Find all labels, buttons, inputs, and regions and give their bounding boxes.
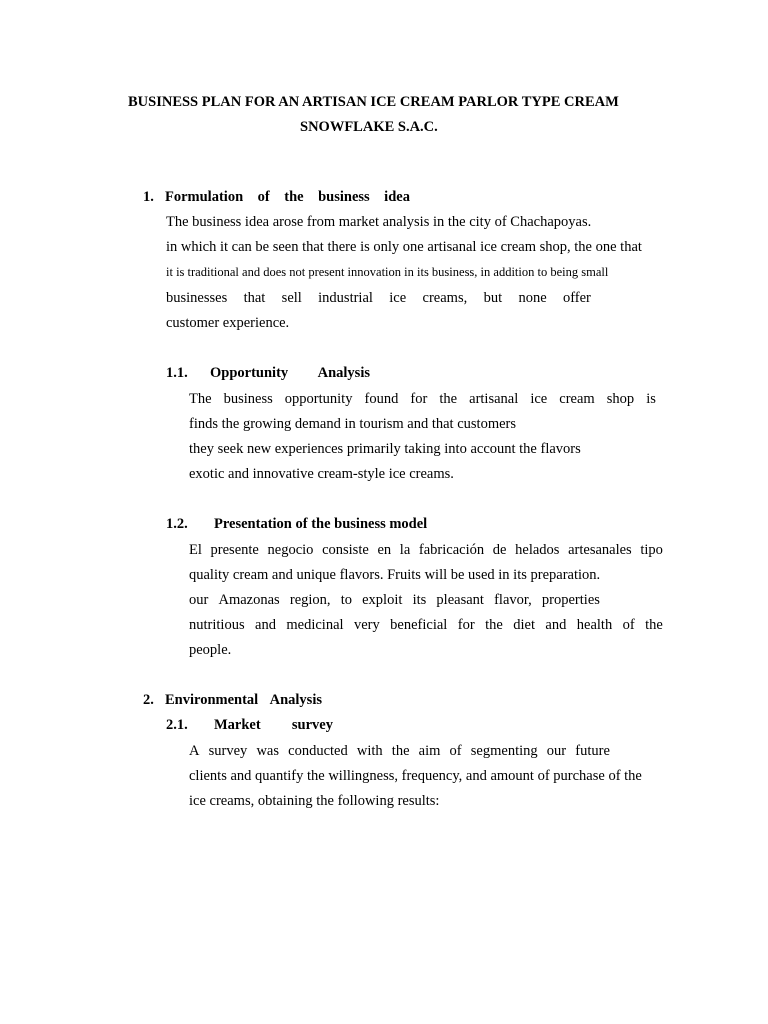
word: region, (289, 592, 331, 608)
section-1-2-line-2: quality cream and unique flavors. Fruits will be used in its preparation. (189, 567, 601, 583)
section-1-2-number: 1.2. (166, 516, 188, 532)
word: conducted (288, 743, 348, 759)
section-2-1-number: 2.1. (166, 717, 188, 733)
word: of (449, 743, 462, 759)
word: our (189, 592, 209, 608)
word: the (391, 743, 410, 759)
section-1-line-1: The business idea arose from market analysis in the city of Chachapoyas. (166, 214, 592, 230)
word: la (399, 542, 411, 558)
word: with (356, 743, 383, 759)
word: and (545, 617, 567, 633)
word: consiste (322, 542, 369, 558)
section-1-heading (165, 188, 410, 206)
word: our (546, 743, 567, 759)
word: artesanales (568, 542, 632, 558)
word: offer (562, 290, 591, 306)
word: survey (208, 743, 248, 759)
word: sell (281, 290, 302, 306)
word: medicinal (286, 617, 344, 633)
word: The (189, 391, 212, 407)
section-2-1-line-2: clients and quantify the willingness, frequency, and amount of purchase of the (189, 768, 642, 784)
section-1-2-line-3 (189, 591, 600, 609)
heading-word: Formulation (165, 189, 244, 205)
word: shop (606, 391, 635, 407)
word: negocio (267, 542, 314, 558)
section-1-2-heading: Presentation of the business model (214, 516, 428, 532)
word: creams, (422, 290, 468, 306)
word: of (622, 617, 635, 633)
word: opportunity (284, 391, 353, 407)
section-1-1-line-2: finds the growing demand in tourism and that customers (189, 416, 517, 432)
word: the (645, 617, 663, 633)
section-2-1-heading (214, 716, 333, 734)
word: de (492, 542, 507, 558)
word: Amazonas (218, 592, 280, 608)
section-1-line-3: it is traditional and does not present innovation in its business, in addition to being small (166, 265, 609, 279)
heading-word: of (257, 189, 270, 205)
word: fabricación (418, 542, 485, 558)
heading-word: survey (291, 717, 333, 733)
word: the (439, 391, 458, 407)
word: beneficial (390, 617, 448, 633)
section-2-1-line-3: ice creams, obtaining the following results: (189, 793, 440, 809)
section-2-number: 2. (143, 692, 154, 708)
section-2-heading (165, 691, 322, 709)
word: health (576, 617, 613, 633)
word: helados (515, 542, 560, 558)
section-1-2-line-1 (189, 541, 663, 559)
word: found (364, 391, 399, 407)
word: pleasant (436, 592, 484, 608)
word: that (243, 290, 266, 306)
word: diet (513, 617, 535, 633)
heading-word: business (318, 189, 370, 205)
word: very (353, 617, 380, 633)
word: ice (530, 391, 548, 407)
section-1-2-line-5: people. (189, 642, 232, 658)
word: properties (541, 592, 600, 608)
word: flavor, (494, 592, 532, 608)
heading-word: the (284, 189, 304, 205)
section-1-line-5: customer experience. (166, 315, 290, 331)
word: business (223, 391, 273, 407)
section-1-1-line-4: exotic and innovative cream-style ice creams. (189, 466, 454, 482)
heading-word: Opportunity (210, 365, 289, 381)
word: is (646, 391, 656, 407)
word: businesses (166, 290, 228, 306)
word: nutritious (189, 617, 245, 633)
heading-word: Analysis (317, 365, 370, 381)
word: cream (559, 391, 595, 407)
document-title-line-2: SNOWFLAKE S.A.C. (300, 119, 438, 135)
word: exploit (362, 592, 403, 608)
word: its (412, 592, 427, 608)
heading-word: Market (214, 717, 261, 733)
section-1-1-heading (210, 364, 370, 382)
word: industrial (318, 290, 373, 306)
section-2-1-line-1 (189, 742, 610, 760)
word: but (483, 290, 503, 306)
word: was (256, 743, 279, 759)
word: for (457, 617, 475, 633)
section-1-line-4 (166, 289, 591, 307)
section-1-1-line-3: they seek new experiences primarily taking into account the flavors (189, 441, 581, 457)
word: the (485, 617, 503, 633)
section-1-2-line-4 (189, 616, 663, 634)
word: none (518, 290, 547, 306)
word: presente (210, 542, 259, 558)
heading-word: idea (384, 189, 410, 205)
word: ice (389, 290, 407, 306)
document-title-line-1: BUSINESS PLAN FOR AN ARTISAN ICE CREAM PARLOR TYPE CREAM (128, 94, 619, 110)
section-1-1-number: 1.1. (166, 365, 188, 381)
word: artisanal (469, 391, 519, 407)
section-1-line-2: in which it can be seen that there is only one artisanal ice cream shop, the one that (166, 239, 642, 255)
word: segmenting (470, 743, 538, 759)
section-1-1-line-1 (189, 390, 656, 408)
word: en (377, 542, 392, 558)
word: aim (418, 743, 441, 759)
word: El (189, 542, 202, 558)
heading-word: Environmental (165, 692, 259, 708)
heading-word: Analysis (269, 692, 322, 708)
word: and (255, 617, 276, 633)
word: to (340, 592, 352, 608)
word: A (189, 743, 200, 759)
word: future (575, 743, 610, 759)
section-1-number: 1. (143, 189, 154, 205)
word: tipo (640, 542, 663, 558)
word: for (410, 391, 428, 407)
